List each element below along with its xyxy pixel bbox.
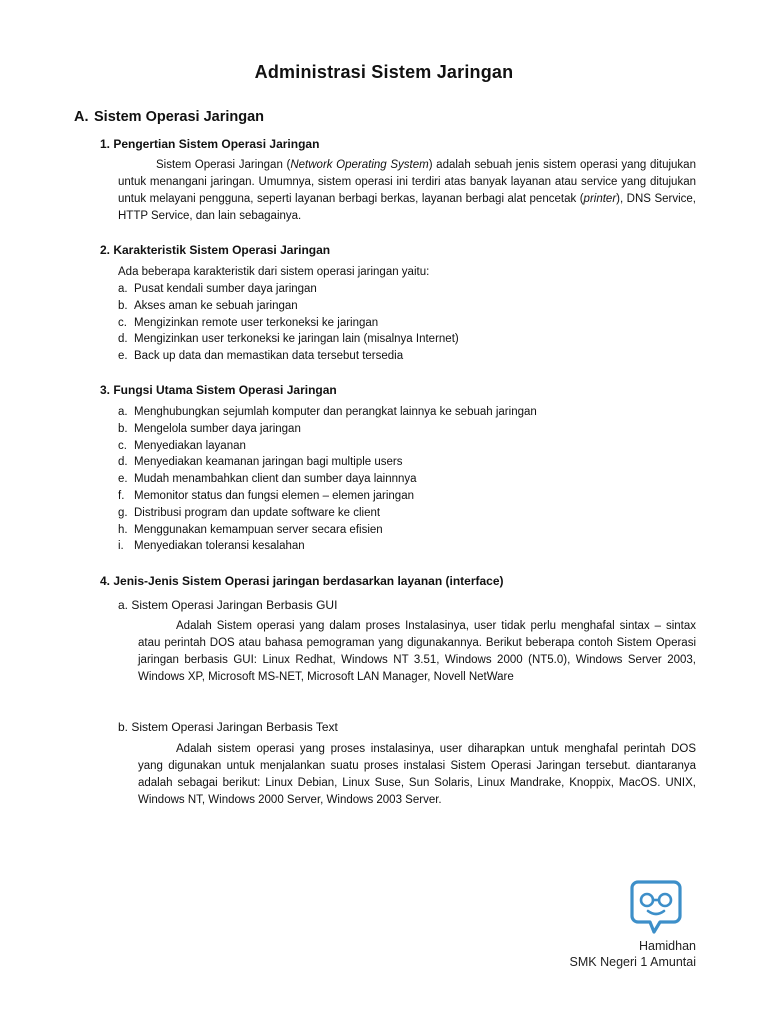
list-item: c. Menyediakan layanan (118, 439, 246, 452)
list-item: h. Menggunakan kemampuan server secara efisien (118, 523, 383, 536)
author-block (570, 938, 696, 970)
list-item: a. Pusat kendali sumber daya jaringan (118, 283, 317, 295)
s2-list (118, 281, 459, 365)
s4b-paragraph: Adalah sistem operasi yang proses instalasinya, user diharapkan untuk menghafal perintah DOS yang digunakan untuk menjalankan suatu proses instalasi Sistem Operasi Jaringan tersebut. diantaranya adalah sebagai berikut: Linux Debian, Linux Suse, Sun Solaris, Linux Mandrake, Knoppix, MacOS. UNIX, Windows NT, Windows 2000 Server, Windows 2003 Server. (138, 743, 696, 806)
list-item: c. Mengizinkan remote user terkoneksi ke jaringan (118, 316, 379, 329)
section-a-letter: A. (74, 109, 89, 125)
list-item: f. Memonitor status dan fungsi elemen – elemen jaringan (118, 489, 414, 502)
s2-intro: Ada beberapa karakteristik dari sistem operasi jaringan yaitu: (118, 266, 430, 278)
list-item: b. Akses aman ke sebuah jaringan (118, 299, 298, 312)
s1-text-start: Sistem Operasi Jaringan ( (156, 159, 291, 171)
s1-italic-term: Network Operating System (290, 159, 429, 171)
s4-heading: 4. Jenis-Jenis Sistem Operasi jaringan berdasarkan layanan (interface) (100, 574, 504, 588)
s1-text-end: ), DNS Service, HTTP Service, dan lain sebagainya. (118, 193, 696, 222)
author-name: Hamidhan (639, 939, 696, 953)
list-item: a. Menghubungkan sejumlah komputer dan perangkat lainnya ke sebuah jaringan (118, 406, 537, 418)
s4b-heading: b. Sistem Operasi Jaringan Berbasis Text (118, 720, 338, 734)
list-item: d. Mengizinkan user terkoneksi ke jaringan lain (misalnya Internet) (118, 333, 459, 346)
s1-paragraph (118, 157, 696, 225)
list-item: e. Back up data dan memastikan data tersebut tersedia (118, 350, 404, 363)
s3-list (118, 404, 537, 555)
s1-italic-printer: printer (583, 193, 617, 205)
list-item: b. Mengelola sumber daya jaringan (118, 422, 301, 435)
s3-heading: 3. Fungsi Utama Sistem Operasi Jaringan (100, 383, 337, 397)
s1-text-mid: ) adalah sebuah jenis sistem operasi yang ditujukan untuk menangani jaringan. Umumnya, sistem operasi ini terdiri atas banyak layanan atau service yang ditujukan untuk melayani pengguna, seperti layanan berbagi berkas, layanan berbagi alat pencetak ( (118, 159, 696, 205)
s4a-paragraph: Adalah Sistem operasi yang dalam proses Instalasinya, user tidak perlu menghafal sintax – sintax atau perintah DOS atau bahasa pemograman yang digunakannya. Berikut beberapa contoh Sistem Operasi jaringan berbasis GUI: Linux Redhat, Windows NT 3.51, Windows 2000 (NT5.0), Windows Server 2003, Windows XP, Microsoft MS-NET, Microsoft LAN Manager, Novell NetWare (138, 620, 696, 683)
list-item: g. Distribusi program dan update software ke client (118, 506, 381, 519)
s1-heading: 1. Pengertian Sistem Operasi Jaringan (100, 137, 320, 151)
school-name: SMK Negeri 1 Amuntai (569, 955, 696, 969)
list-item: d. Menyediakan keamanan jaringan bagi multiple users (118, 456, 403, 469)
edmodo-logo-icon (630, 880, 682, 934)
section-a-heading (74, 109, 264, 125)
list-item: i. Menyediakan toleransi kesalahan (118, 540, 305, 553)
s2-heading: 2. Karakteristik Sistem Operasi Jaringan (100, 243, 331, 257)
list-item: e. Mudah menambahkan client dan sumber daya lainnnya (118, 473, 417, 486)
document-title: Administrasi Sistem Jaringan (254, 62, 514, 82)
s4a-heading: a. Sistem Operasi Jaringan Berbasis GUI (118, 598, 338, 612)
section-a-title: Sistem Operasi Jaringan (94, 109, 265, 125)
